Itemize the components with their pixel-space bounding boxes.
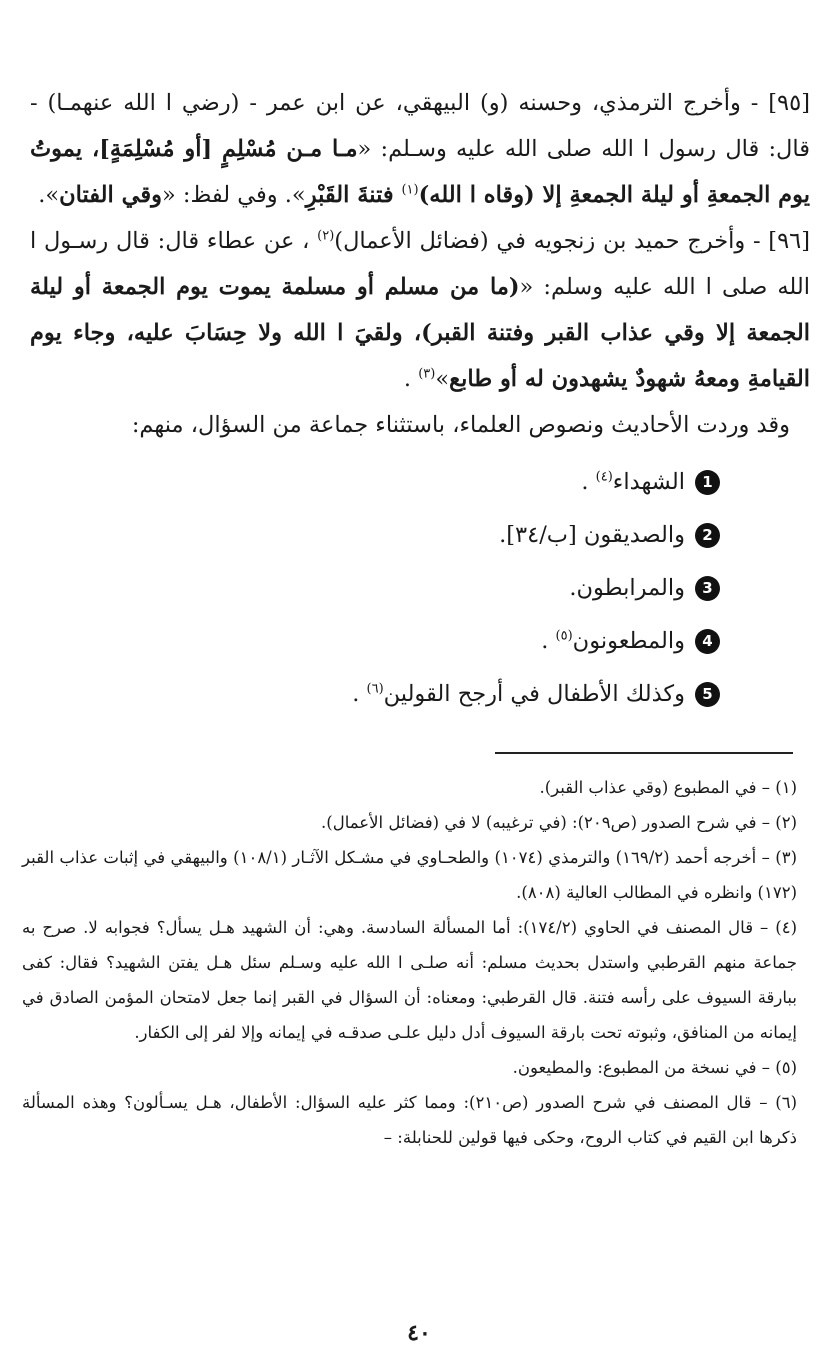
footnotes xyxy=(22,770,797,1155)
number-badge-icon: 4 xyxy=(695,629,720,654)
list-intro: وقد وردت الأحاديث ونصوص العلماء، باستثناء جماعة من السؤال، منهم: xyxy=(131,412,790,438)
page-number: ٤٠ xyxy=(407,1320,431,1346)
list-item-text: الشهداء$^{(٤)}$ . xyxy=(581,469,685,495)
footnote-ref[interactable]: (١) xyxy=(401,182,419,198)
list-item-text: والصديقون [ب/٣٤]. xyxy=(499,522,685,548)
list-item xyxy=(30,668,720,721)
footnote-5: (٥) – في نسخة من المطبوع: والمطيعون. xyxy=(512,1058,797,1077)
list-item xyxy=(30,615,720,668)
number-badge-icon: 3 xyxy=(695,576,720,601)
list-item-text: وكذلك الأطفال في أرجح القولين$^{(٦)}$ . xyxy=(352,681,685,707)
footnote-ref[interactable]: (٦) xyxy=(366,681,384,697)
footnote-4: (٤) – قال المصنف في الحاوي (١٧٤/٢): أما المسألة السادسة. وهي: أن الشهيد هـل يسأل؟ فجوابه لا. صرح به جماعة منهم القرطبي واستدل بحديث مسلم: أنه صلـى ا الله عليه وسـلم سئل هـل يفتن الشهيد؟ فقال: كفى ببارقة السيوف على رأسه فتنة. قال القرطبي: ومعناه: أن السؤال في القبر إنما جعل لامتحان المؤمن الصادق في إيمانه من المنافق، وثبوته تحت بارقة السيوف أدل دليل علـى صدقـه في إيمانه وإلا لفر إلى الكفار. xyxy=(22,918,797,1042)
hadith-text: . xyxy=(403,366,419,392)
hadith-text: [٩٥] - وأخرج الترمذي، وحسنه (و) البيهقي، عن ابن عمر - (رضي ا الله عنهمـا) - قال: قال رسول ا الله صلى الله عليه وسـلم: « xyxy=(30,90,810,162)
footnote-ref[interactable]: (٢) xyxy=(317,228,335,244)
list-item-text: والمرابطون. xyxy=(569,575,685,601)
hadith-text: ». وفي لفظ: « xyxy=(162,182,306,208)
list-item xyxy=(30,509,720,562)
hadith-96 xyxy=(30,218,810,402)
footnote-ref[interactable]: (٣) xyxy=(418,366,436,382)
hadith-text: ، عن عطاء قال: قال رسـول ا الله صلى ا الله عليه وسلم: « xyxy=(30,228,810,300)
list-item xyxy=(30,456,720,509)
footnote-ref[interactable]: (٥) xyxy=(555,628,573,644)
list-item xyxy=(30,562,720,615)
hadith-text-bold: مـا مـن مُسْلِمٍ [أو مُسْلِمَةٍ]، يموتُ يوم الجمعةِ أو ليلة الجمعةِ إلا (وقاه ا الله) xyxy=(30,136,810,208)
hadith-text: [٩٦] - وأخرج حميد بن زنجويه في (فضائل الأعمال) xyxy=(334,228,811,254)
footnote-2: (٢) – في شرح الصدور (ص٢٠٩): (في ترغيبه) لا في (فضائل الأعمال). xyxy=(321,813,797,832)
number-badge-icon: 2 xyxy=(695,523,720,548)
hadith-text: ». xyxy=(38,182,60,208)
footnote-divider xyxy=(495,752,793,754)
number-badge-icon: 5 xyxy=(695,682,720,707)
hadith-text-bold: وقي الفتان xyxy=(59,182,162,208)
exceptions-list xyxy=(30,456,810,721)
hadith-text: » xyxy=(435,366,450,392)
footnote-ref[interactable]: (٤) xyxy=(595,469,613,485)
hadith-text-bold: (ما من مسلم أو مسلمة يموت يوم الجمعة أو ليلة الجمعة إلا وقي عذاب القبر وفتنة القبر)، ولقيَ ا الله ولا حِسَابَ عليه، وجاء يوم القيامةِ ومعهُ شهودٌ يشهدون له أو طابع xyxy=(30,274,810,392)
list-item-text: والمطعونون$^{(٥)}$ . xyxy=(541,628,685,654)
number-badge-icon: 1 xyxy=(695,470,720,495)
main-text xyxy=(30,70,810,721)
hadith-95 xyxy=(30,80,810,218)
footnote-6: (٦) – قال المصنف في شرح الصدور (ص٢١٠): ومما كثر عليه السؤال: الأطفال، هـل يسـألون؟ وهذه المسألة ذكرها ابن القيم في كتاب الروح، وحكى فيها قولين للحنابلة: – xyxy=(22,1093,797,1147)
footnote-1: (١) – في المطبوع (وقي عذاب القبر). xyxy=(539,778,797,797)
footnote-3: (٣) – أخرجه أحمد (١٦٩/٢) والترمذي (١٠٧٤) والطحـاوي في مشـكل الآثـار (١٠٨/١) والبيهقي في إثبات عذاب القبر (١٧٢) وانظره في المطالب العالية (٨٠٨). xyxy=(22,848,797,902)
hadith-text-bold: فتنةَ القَبْرِ xyxy=(305,182,402,208)
